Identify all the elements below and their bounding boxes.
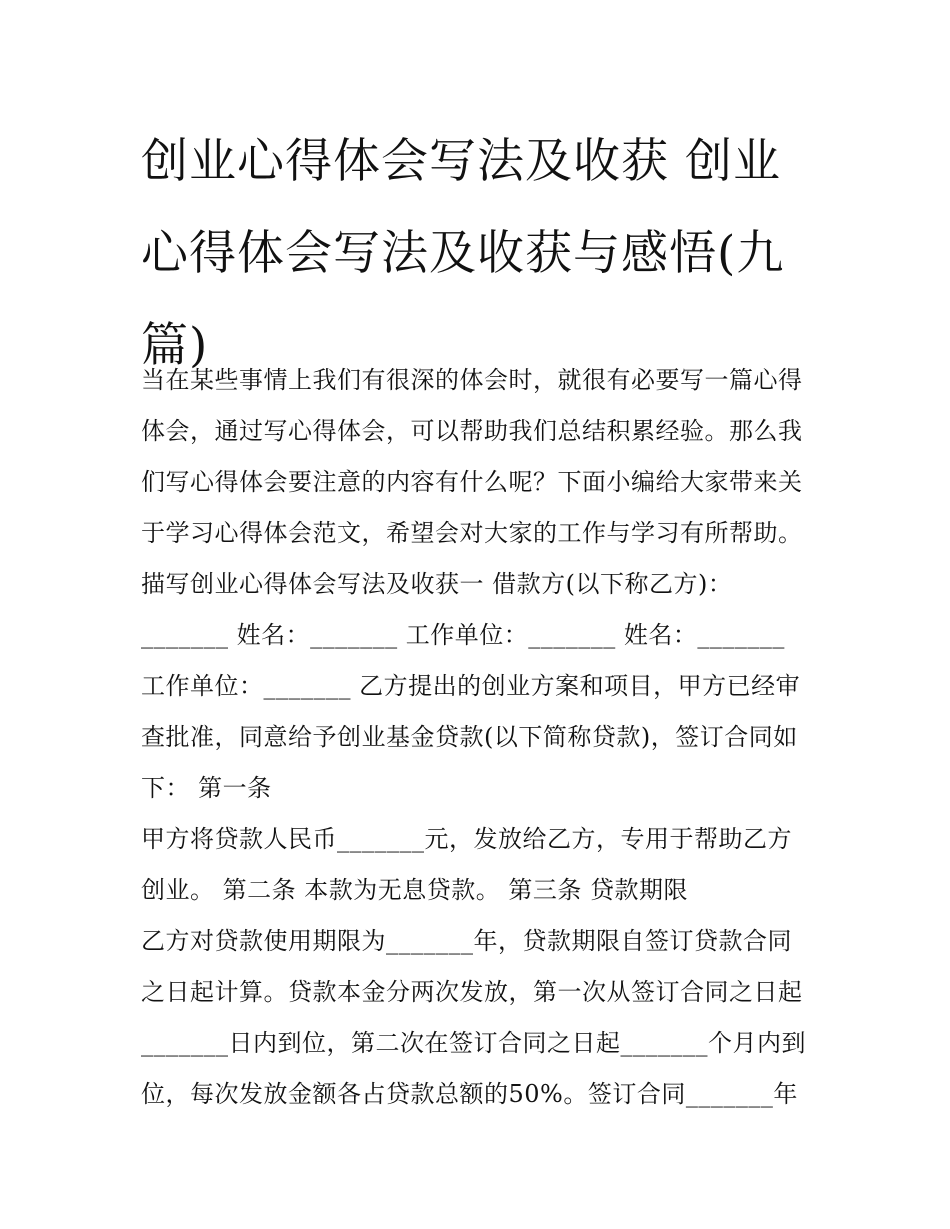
title-line: 心得体会写法及收获与感悟(九 bbox=[141, 226, 785, 281]
body-line: 当在某些事情上我们有很深的体会时，就很有必要写一篇心得 bbox=[141, 366, 803, 394]
title-line: 篇) bbox=[141, 318, 209, 373]
body-line: 体会，通过写心得体会，可以帮助我们总结积累经验。那么我 bbox=[141, 417, 803, 445]
body-line: 描写创业心得体会写法及收获一 借款方(以下称乙方)： bbox=[141, 570, 733, 598]
document-title bbox=[141, 116, 821, 392]
body-line: 工作单位：_______ 乙方提出的创业方案和项目，甲方已经审 bbox=[141, 672, 801, 700]
body-line: 甲方将贷款人民币_______元，发放给乙方，专用于帮助乙方 bbox=[141, 825, 792, 853]
body-line: 下： 第一条 bbox=[141, 774, 272, 802]
body-line: 们写心得体会要注意的内容有什么呢？下面小编给大家带来关 bbox=[141, 468, 803, 496]
body-line: 乙方对贷款使用期限为_______年，贷款期限自签订贷款合同 bbox=[141, 927, 792, 955]
body-line: _______ 姓名：_______ 工作单位：_______ 姓名：_______ bbox=[141, 621, 785, 649]
document-body bbox=[141, 355, 821, 1120]
body-line: 于学习心得体会范文，希望会对大家的工作与学习有所帮助。 bbox=[141, 519, 803, 547]
body-line: 查批准，同意给予创业基金贷款(以下简称贷款)，签订合同如 bbox=[141, 723, 798, 751]
body-line: 创业。 第二条 本款为无息贷款。 第三条 贷款期限 bbox=[141, 876, 689, 904]
body-line: 位，每次发放金额各占贷款总额的50%。签订合同_______年 bbox=[141, 1080, 798, 1108]
title-line: 创业心得体会写法及收获 创业 bbox=[141, 134, 781, 189]
body-line: _______日内到位，第二次在签订合同之日起_______个月内到 bbox=[141, 1029, 806, 1057]
body-line: 之日起计算。贷款本金分两次发放，第一次从签订合同之日起 bbox=[141, 978, 803, 1006]
